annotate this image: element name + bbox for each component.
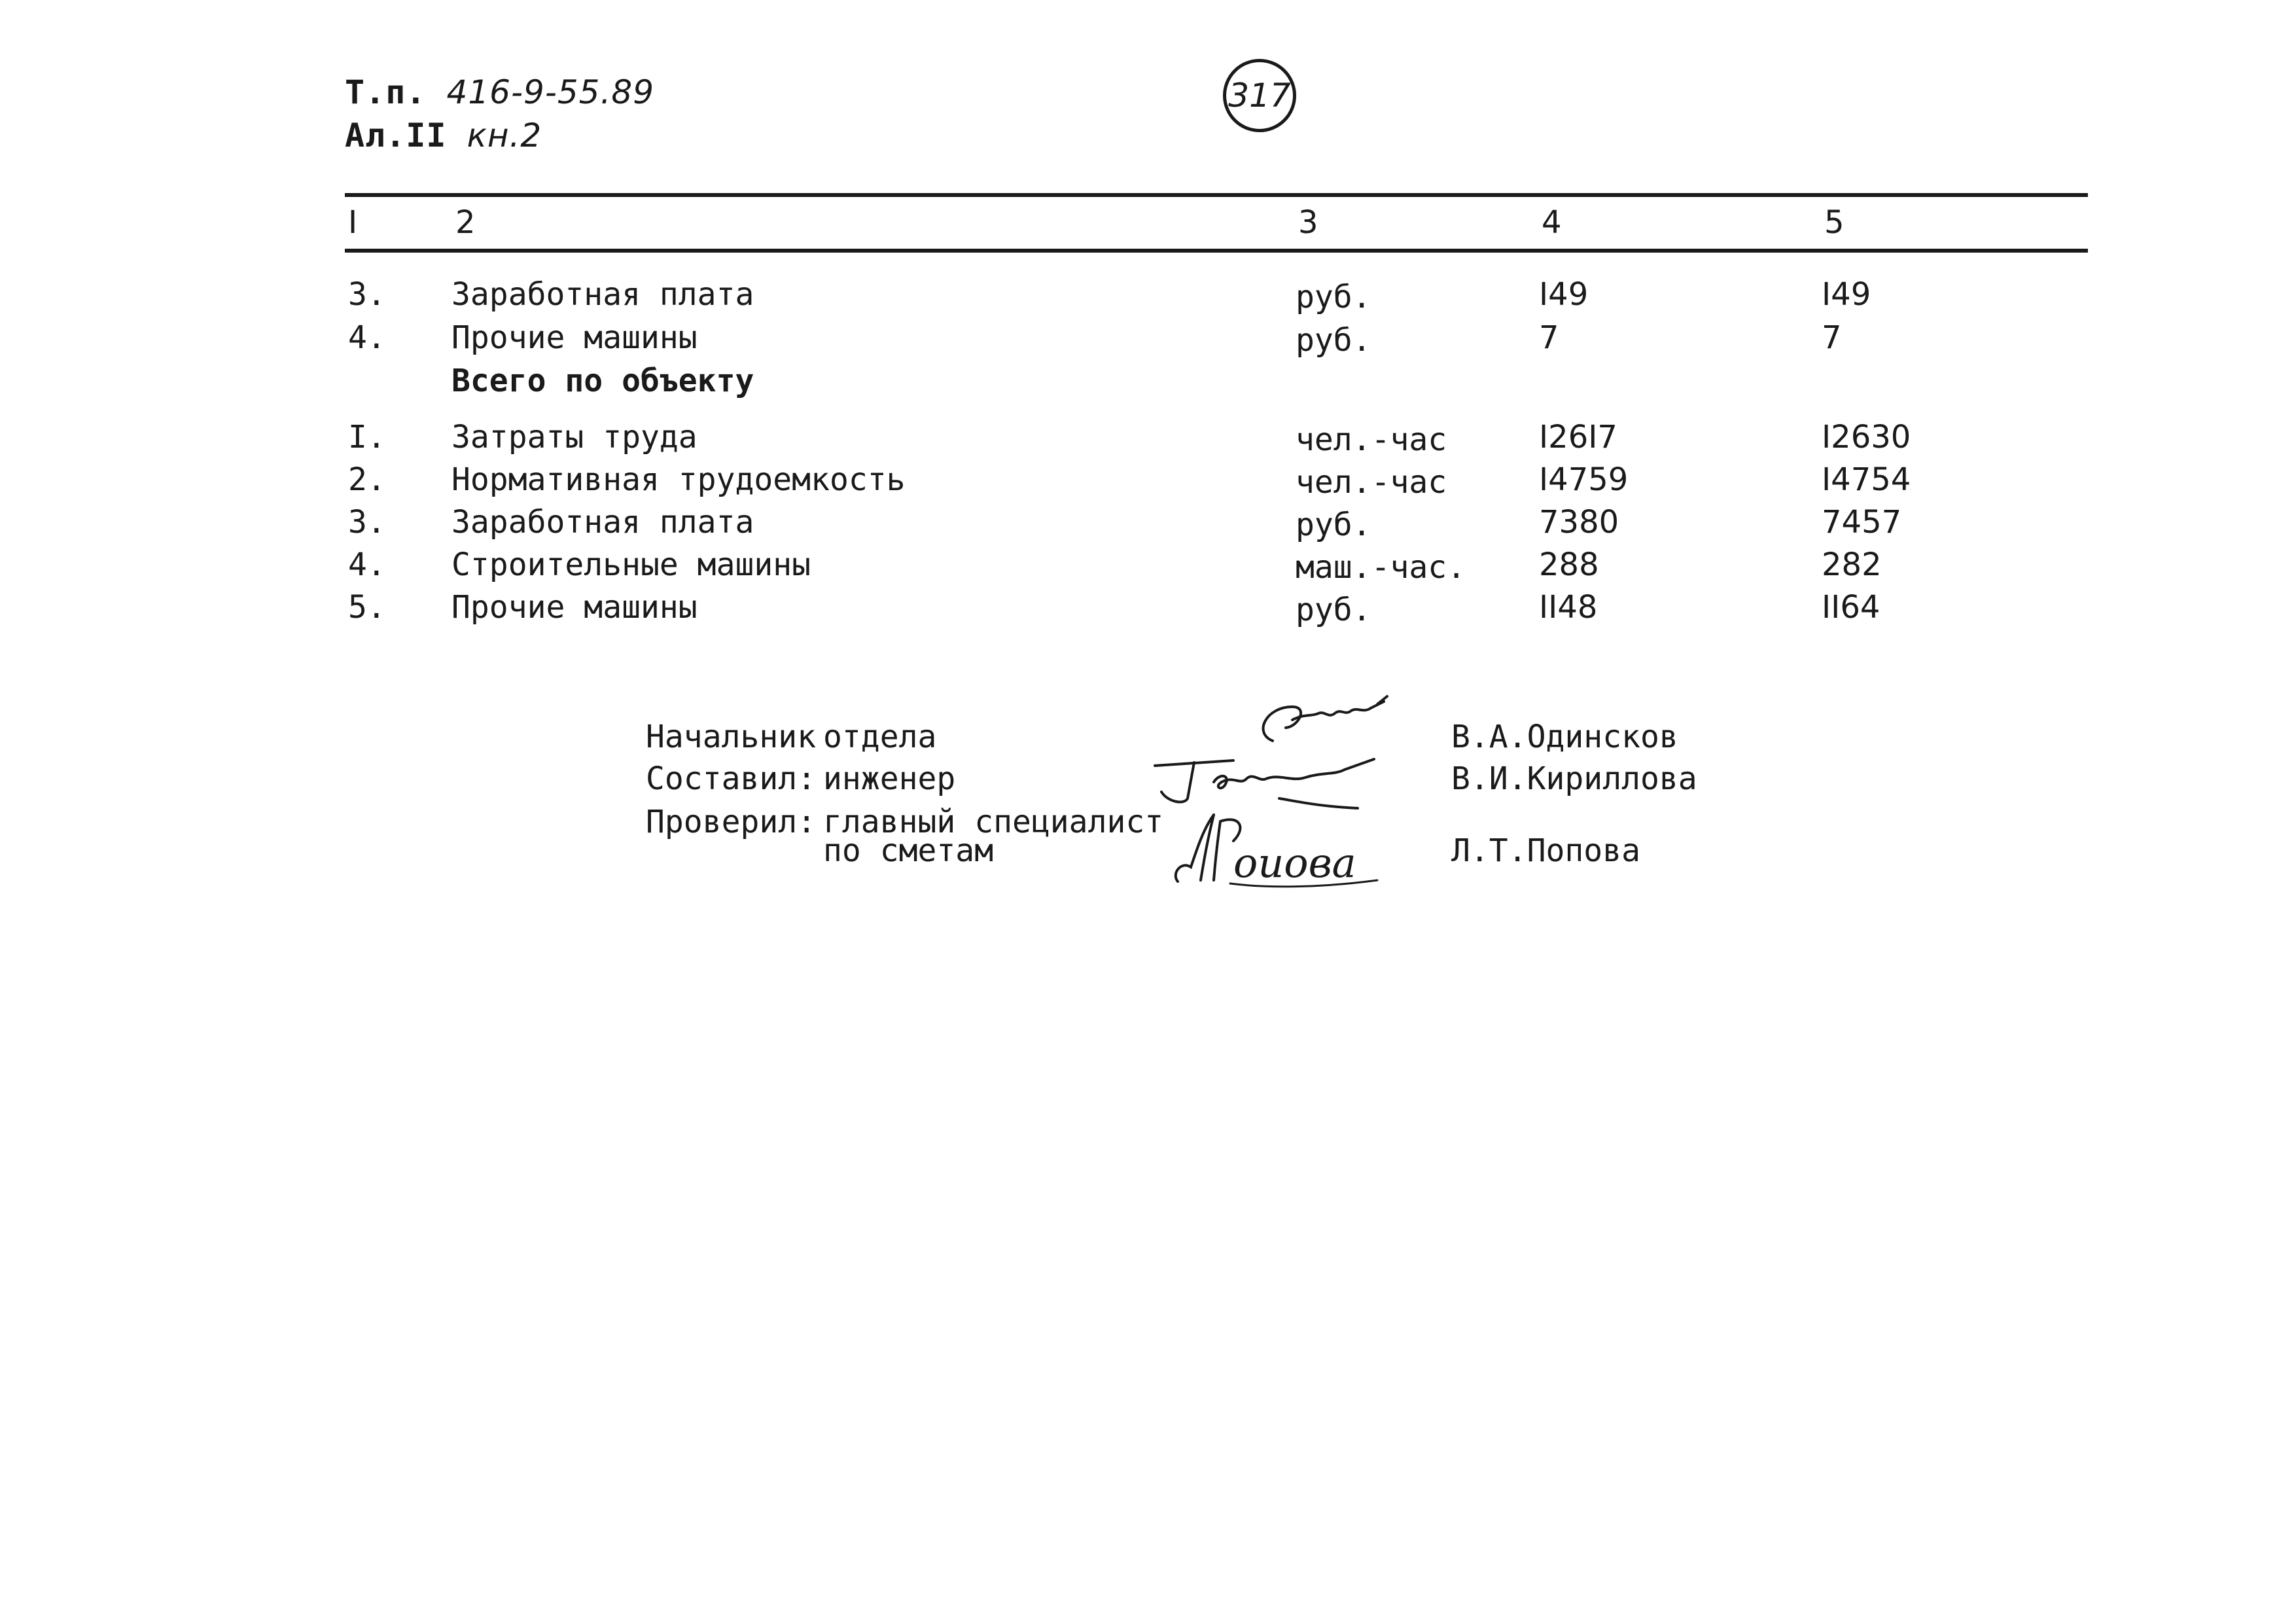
table-row-name: Прочие машины — [451, 589, 698, 626]
column-header-3: 3 — [1298, 204, 1318, 241]
table-row-col4: I26I7 — [1539, 419, 1617, 455]
table-row-name: Затраты труда — [451, 419, 698, 455]
signature-odinskov — [1246, 687, 1397, 753]
signature-popova-text: оиова — [1233, 839, 1356, 887]
table-row-col5: 7457 — [1822, 504, 1902, 541]
table-row-unit: руб. — [1296, 322, 1371, 359]
doc-code-line — [345, 73, 654, 111]
table-row-col5: 282 — [1822, 546, 1882, 583]
table-row-name: Строительные машины — [451, 546, 811, 583]
table-row-col4: I4759 — [1539, 461, 1629, 498]
table-top-rule — [345, 193, 2088, 197]
table-row-col5: I49 — [1822, 276, 1871, 313]
album-prefix: Ал.II — [345, 116, 447, 154]
table-row-col5: I4754 — [1822, 461, 1911, 498]
table-row-num: 2. — [348, 461, 386, 498]
table-row-name: Нормативная трудоемкость — [451, 461, 906, 498]
table-row-col5: 7 — [1822, 319, 1842, 356]
table-row-num: 5. — [348, 589, 386, 626]
sig-role-2: Составил: — [646, 760, 817, 797]
album-line — [345, 116, 542, 154]
column-header-5: 5 — [1824, 204, 1845, 241]
sig-title-2: инженер — [823, 760, 956, 797]
table-row-num: 4. — [348, 319, 386, 356]
table-row-col4: II48 — [1539, 589, 1598, 626]
sig-title-3b: по сметам — [823, 832, 994, 869]
table-row-name: Прочие машины — [451, 319, 698, 356]
table-row-unit: чел.-час — [1296, 464, 1447, 501]
table-row-unit: чел.-час — [1296, 421, 1447, 458]
table-row-col5: I2630 — [1822, 419, 1911, 455]
sig-role-1: Начальник — [646, 719, 817, 755]
sig-name-1: В.А.Одинсков — [1451, 719, 1678, 755]
table-row-num: 4. — [348, 546, 386, 583]
page-number-stamp — [1223, 59, 1296, 132]
table-section-title: Всего по объекту — [451, 363, 754, 399]
table-row-num: 3. — [348, 276, 386, 313]
table-row-unit: руб. — [1296, 592, 1371, 628]
sig-title-3: главный специалист — [823, 804, 1164, 840]
column-header-1: I — [348, 204, 358, 241]
column-header-4: 4 — [1542, 204, 1562, 241]
table-row-col4: 7380 — [1539, 504, 1619, 541]
album-book: кн.2 — [467, 116, 542, 154]
table-row-col4: I49 — [1539, 276, 1589, 313]
column-header-2: 2 — [455, 204, 476, 241]
sig-title-1: отдела — [823, 719, 937, 755]
table-row-name: Заработная плата — [451, 276, 754, 313]
table-row-unit: маш.-час. — [1296, 549, 1466, 586]
table-row-unit: руб. — [1296, 279, 1371, 315]
table-row-num: I. — [348, 419, 386, 455]
table-row-unit: руб. — [1296, 507, 1371, 543]
sig-name-3: Л.Т.Попова — [1451, 832, 1640, 869]
doc-code-prefix: Т.п. — [345, 73, 427, 111]
table-row-num: 3. — [348, 504, 386, 541]
doc-code-value: 416-9-55.89 — [446, 73, 655, 111]
table-header-rule — [345, 249, 2088, 253]
table-row-col4: 288 — [1539, 546, 1599, 583]
sig-name-2: В.И.Кириллова — [1451, 760, 1697, 797]
table-row-name: Заработная плата — [451, 504, 754, 541]
signature-popova — [1168, 808, 1390, 893]
table-row-col4: 7 — [1539, 319, 1559, 356]
table-row-col5: II64 — [1822, 589, 1881, 626]
page-number: 317 — [1228, 77, 1291, 115]
sig-role-3: Проверил: — [646, 804, 817, 840]
